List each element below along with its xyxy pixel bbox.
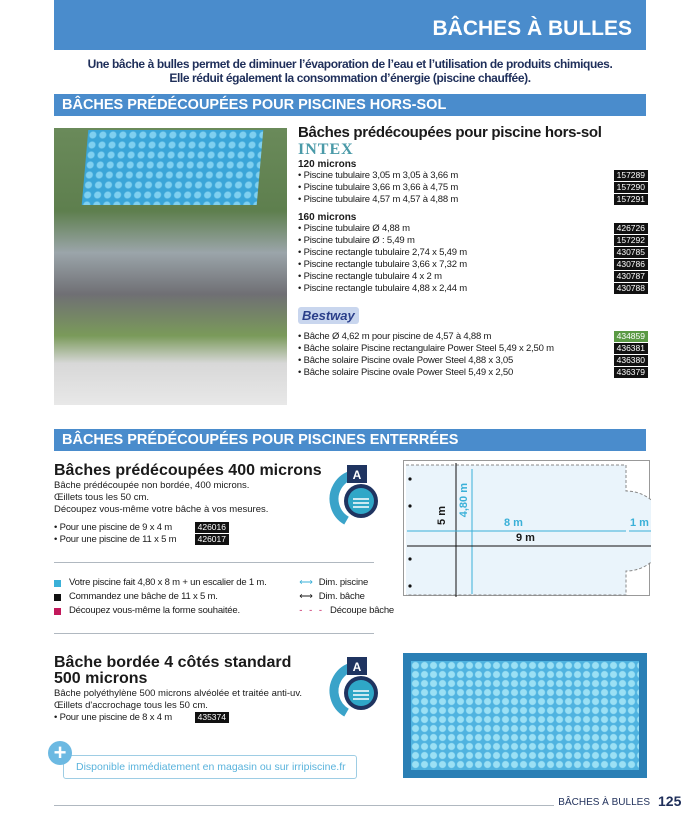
reference-badge: 430785	[614, 247, 648, 258]
list-item	[54, 522, 229, 534]
intro-text	[10, 57, 690, 85]
reference-badge: 426016	[195, 522, 229, 533]
product-title: 500 microns	[54, 670, 148, 687]
desc: Bâche polyéthylène 500 microns alvéolée et traitée anti-uv.	[54, 688, 303, 699]
desc: Œillets tous les 50 cm.	[54, 492, 150, 503]
reference-badge: 436381	[614, 343, 648, 354]
intro-line: Une bâche à bulles permet de diminuer l’évaporation de l’eau et l’utilisation de produits chimiques.	[87, 57, 613, 71]
bordered-cover-image	[403, 653, 647, 778]
item-text: • Pour une piscine de 11 x 5 m	[54, 534, 177, 545]
section-title-enterrees: BÂCHES PRÉDÉCOUPÉES POUR PISCINES ENTERRÉES	[54, 429, 646, 451]
legend-square-icon	[54, 594, 61, 601]
section-title-hors-sol: BÂCHES PRÉDÉCOUPÉES POUR PISCINES HORS-SOL	[54, 94, 646, 116]
divider	[54, 562, 374, 563]
reference-badge: 157289	[614, 170, 648, 181]
reference-badge: 436380	[614, 355, 648, 366]
bubble-cover-image	[82, 130, 264, 205]
item-text: • Bâche solaire Piscine ovale Power Steel 5,49 x 2,50	[298, 367, 514, 378]
list-item	[298, 343, 648, 355]
list-item	[298, 182, 648, 194]
cover-diagram	[403, 460, 650, 596]
bestway-logo: Bestway	[298, 307, 359, 324]
double-arrow-icon: ⟷	[299, 591, 313, 602]
item-text: • Piscine tubulaire Ø 4,88 m	[298, 223, 410, 234]
reference-badge: 157292	[614, 235, 648, 246]
dashed-line-icon: - - -	[299, 605, 325, 616]
product-list	[54, 522, 229, 546]
reference-badge: 426726	[614, 223, 648, 234]
product-list	[298, 331, 648, 379]
dim-label: 1 m	[630, 517, 649, 529]
list-item	[298, 223, 648, 235]
list-item	[298, 367, 648, 379]
double-arrow-icon: ⟷	[299, 577, 313, 588]
item-text: • Piscine rectangle tubulaire 4 x 2 m	[298, 271, 442, 282]
item-text: • Piscine tubulaire 3,05 m 3,05 à 3,66 m	[298, 170, 459, 181]
product-title: Bâches prédécoupées 400 microns	[54, 462, 322, 479]
dim-label: 9 m	[516, 532, 535, 544]
legend	[54, 576, 394, 618]
page-header: BÂCHES À BULLES	[54, 0, 646, 50]
availability-link[interactable]: Disponible immédiatement en magasin ou sur irripiscine.fr	[63, 755, 357, 779]
item-text: • Piscine tubulaire 3,66 m 3,66 à 4,75 m	[298, 182, 459, 193]
list-item	[298, 235, 648, 247]
reference-badge: 434859	[614, 331, 648, 342]
product-list	[298, 170, 648, 206]
divider	[54, 633, 374, 634]
reference-badge: 157291	[614, 194, 648, 205]
desc: Bâche prédécoupée non bordée, 400 microns.	[54, 480, 250, 491]
desc: Découpez vous-même votre bâche à vos mesures.	[54, 504, 269, 515]
legend-key: Dim. bâche	[318, 591, 365, 602]
product-title: Bâches prédécoupées pour piscine hors-sol	[298, 124, 602, 141]
legend-key: Dim. piscine	[318, 577, 369, 588]
legend-square-icon	[54, 580, 61, 587]
list-item	[298, 271, 648, 283]
list-item	[54, 712, 229, 724]
legend-key: Découpe bâche	[330, 605, 394, 616]
item-text: • Piscine rectangle tubulaire 4,88 x 2,44 m	[298, 283, 467, 294]
reference-badge: 430788	[614, 283, 648, 294]
item-text: • Piscine rectangle tubulaire 3,66 x 7,32 m	[298, 259, 467, 270]
item-text: • Bâche Ø 4,62 m pour piscine de 4,57 à 4,88 m	[298, 331, 492, 342]
dim-label: 5 m	[436, 506, 448, 525]
list-item	[298, 355, 648, 367]
reference-badge: 430786	[614, 259, 648, 270]
list-item	[298, 259, 648, 271]
energy-efficiency-badge-icon	[325, 655, 385, 717]
list-item	[298, 194, 648, 206]
item-text: • Pour une piscine de 8 x 4 m	[54, 712, 172, 723]
legend-text: Découpez vous-même la forme souhaitée.	[69, 605, 240, 616]
reference-badge: 426017	[195, 534, 229, 545]
legend-square-icon	[54, 608, 61, 615]
reference-badge: 436379	[614, 367, 648, 378]
item-text: • Piscine tubulaire 4,57 m 4,57 à 4,88 m	[298, 194, 459, 205]
list-item	[298, 170, 648, 182]
footer-divider	[54, 805, 554, 806]
reference-badge: 430787	[614, 271, 648, 282]
reference-badge: 157290	[614, 182, 648, 193]
dim-label: 4,80 m	[458, 483, 470, 518]
energy-efficiency-badge-icon	[325, 463, 385, 525]
item-text: • Piscine tubulaire Ø : 5,49 m	[298, 235, 415, 246]
list-item	[298, 247, 648, 259]
plus-icon: +	[48, 741, 72, 765]
footer-section: BÂCHES À BULLES	[558, 797, 650, 808]
reference-badge: 435374	[195, 712, 229, 723]
intex-logo: INTEX	[298, 141, 354, 158]
product-title: Bâche bordée 4 côtés standard	[54, 654, 292, 671]
group-label: 120 microns	[298, 159, 357, 170]
item-text: • Piscine rectangle tubulaire 2,74 x 5,49 m	[298, 247, 467, 258]
item-text: • Pour une piscine de 9 x 4 m	[54, 522, 172, 533]
list-item	[298, 283, 648, 295]
list-item	[54, 534, 229, 546]
intro-line: Elle réduit également la consommation d’énergie (piscine chauffée).	[169, 71, 531, 85]
grade-label: A	[352, 660, 362, 674]
product-list	[298, 223, 648, 295]
legend-text: Commandez une bâche de 11 x 5 m.	[69, 591, 218, 602]
dim-label: 8 m	[504, 517, 523, 529]
desc: Œillets d'accrochage tous les 50 cm.	[54, 700, 208, 711]
item-text: • Bâche solaire Piscine rectangulaire Power Steel 5,49 x 2,50 m	[298, 343, 554, 354]
grade-label: A	[352, 468, 362, 482]
list-item	[298, 331, 648, 343]
item-text: • Bâche solaire Piscine ovale Power Steel 4,88 x 3,05	[298, 355, 514, 366]
page-number: 125	[658, 793, 682, 809]
group-label: 160 microns	[298, 212, 357, 223]
product-list	[54, 712, 229, 724]
legend-text: Votre piscine fait 4,80 x 8 m + un escalier de 1 m.	[69, 577, 267, 588]
